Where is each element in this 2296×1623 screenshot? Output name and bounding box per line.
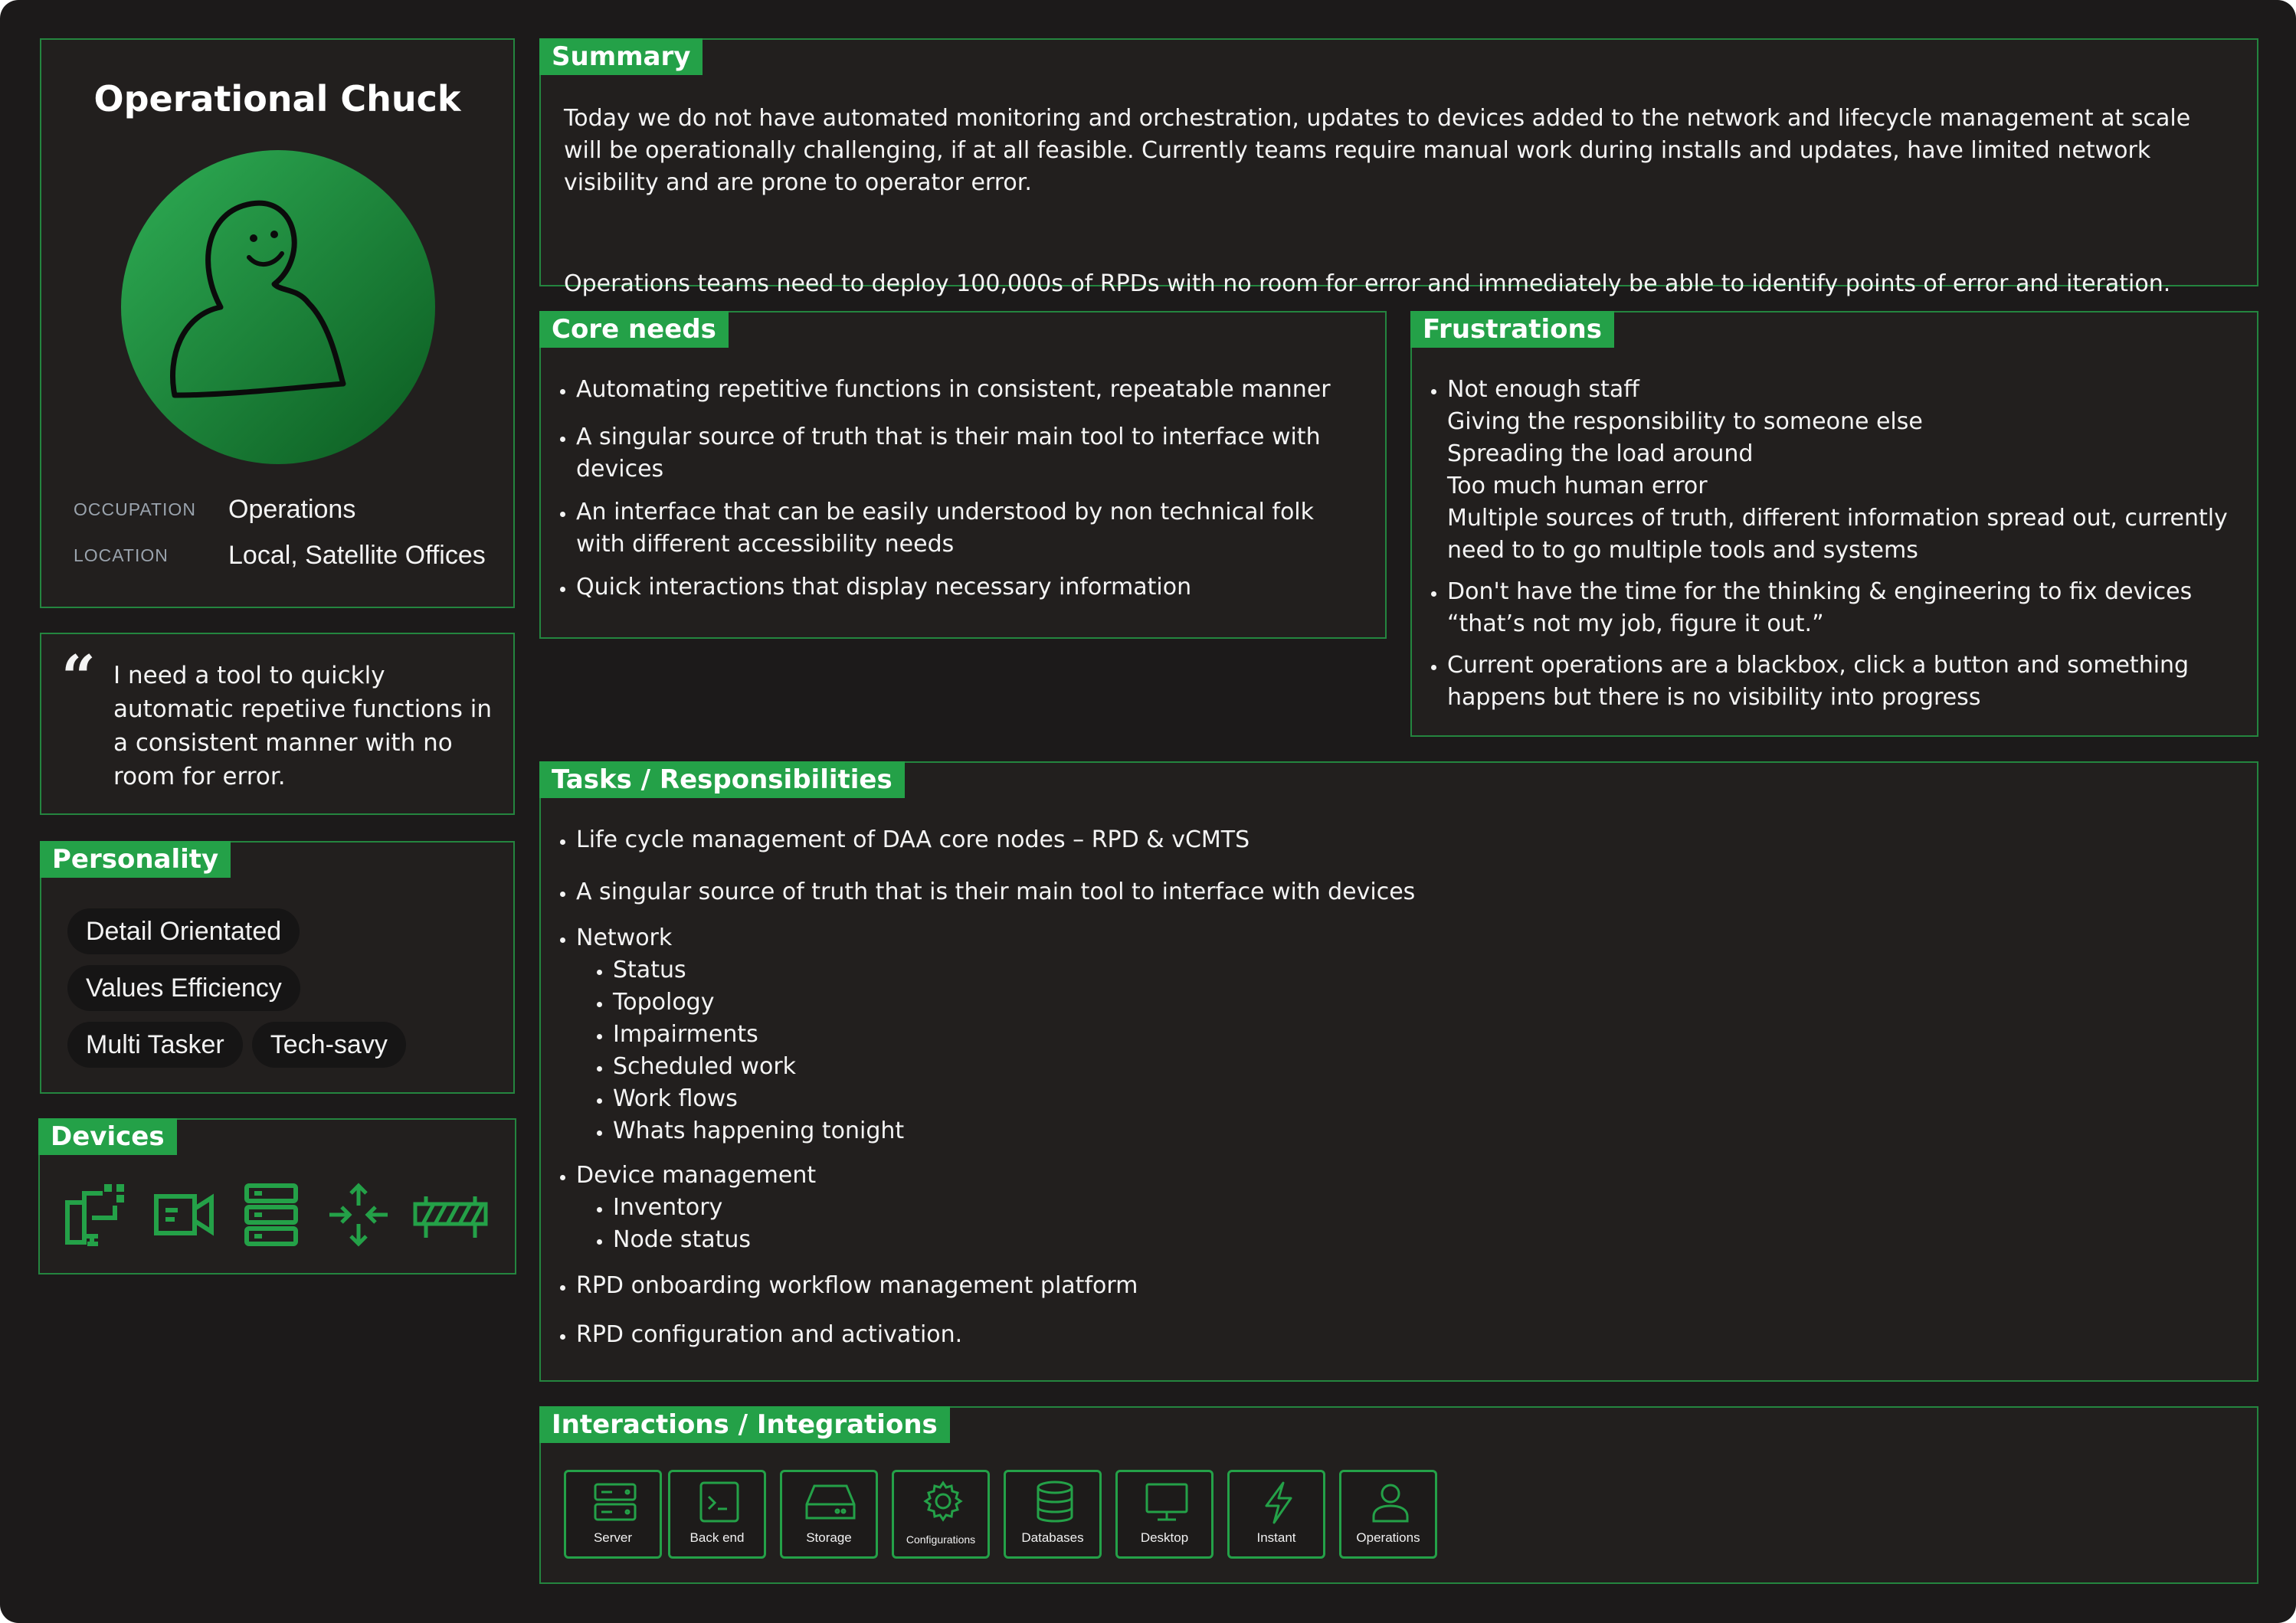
devices-icon (64, 1183, 129, 1247)
integration-instant[interactable] (1227, 1470, 1325, 1559)
integration-databases[interactable] (1004, 1470, 1102, 1559)
server-icon (592, 1480, 638, 1526)
list-item: • Quick interactions that display necessary information (576, 571, 1365, 604)
list-item (576, 922, 2246, 1147)
summary-panel (539, 38, 2258, 297)
integration-server[interactable] (564, 1470, 662, 1559)
integration-label: Configurations (906, 1533, 976, 1546)
profile-card (40, 38, 515, 608)
interactions-title: Interactions / Integrations (539, 1406, 950, 1443)
integration-operations[interactable] (1339, 1470, 1437, 1559)
location-label: LOCATION (74, 545, 169, 565)
video-chat-icon (152, 1183, 216, 1247)
list-item: • Automating repetitive functions in consistent, repeatable manner (576, 374, 1365, 406)
integration-label: Operations (1356, 1530, 1420, 1545)
persona-avatar-icon (121, 150, 435, 464)
list-item: • Inventory (613, 1192, 2246, 1224)
frustration-line: Multiple sources of truth, different information spread out, currently need to to go multiple tools and systems (1447, 505, 2228, 564)
list-item: • RPD onboarding workflow management platform (576, 1270, 2246, 1302)
list-item: • Impairments (613, 1019, 2246, 1051)
location-value: Local, Satellite Offices (228, 541, 486, 570)
list-item: • A singular source of truth that is their main tool to interface with devices (576, 421, 1365, 486)
gear-icon (920, 1480, 966, 1526)
tasks-title: Tasks / Responsibilities (539, 761, 905, 798)
persona-name: Operational Chuck (93, 78, 461, 119)
list-item (576, 1160, 2246, 1256)
trait-chip: Multi Tasker (67, 1022, 243, 1068)
list-item: • Whats happening tonight (613, 1115, 2246, 1147)
collapse-arrows-icon (326, 1183, 391, 1247)
integration-configurations[interactable] (892, 1470, 990, 1559)
tasks-panel (539, 761, 2258, 1382)
trait-chip: Detail Orientated (67, 908, 300, 954)
integration-label: Instant (1256, 1530, 1296, 1545)
list-item: • Status (613, 954, 2246, 987)
trait-chip: Values Efficiency (67, 965, 300, 1011)
frustration-line: Too much human error (1447, 473, 1708, 499)
roadblock-icon (412, 1183, 489, 1247)
list-item: • Life cycle management of DAA core nodes – RPD & vCMTS (576, 824, 2246, 856)
lightning-icon (1256, 1480, 1302, 1526)
storage-icon (804, 1480, 857, 1526)
list-item: • Work flows (613, 1083, 2246, 1115)
device-management-heading: • Device management (576, 1162, 817, 1189)
trait-chip: Tech-savy (252, 1022, 406, 1068)
list-item: • Node status (613, 1224, 2246, 1256)
integration-desktop[interactable] (1115, 1470, 1214, 1559)
list-item: • Don't have the time for the thinking & engineering to fix devices “that’s not my job, figure it out.” (1447, 576, 2244, 640)
summary-paragraph-2: Operations teams need to deploy 100,000s of RPDs with no room for error and immediately be able to identify points of error and iteration. (564, 270, 2171, 297)
devices-title: Devices (38, 1118, 177, 1155)
server-stack-icon (239, 1183, 303, 1247)
list-item (1447, 374, 2244, 567)
network-heading: • Network (576, 924, 673, 951)
tasks-list (544, 824, 2246, 1351)
core-needs-title: Core needs (539, 311, 729, 348)
personality-traits (67, 908, 496, 1078)
integration-label: Desktop (1140, 1530, 1189, 1545)
frustrations-panel (1410, 311, 2258, 737)
list-item: • Topology (613, 987, 2246, 1019)
list-item: • Current operations are a blackbox, click a button and something happens but there is no visibility into progress (1447, 650, 2244, 714)
summary-paragraph-1: Today we do not have automated monitoring and orchestration, updates to devices added to the network and lifecycle management at scale will be operationally challenging, if at all feasible. Currently teams require manual work during installs and updates, have limited network visibility and are prone to operator error. (564, 105, 2191, 196)
frustration-line: Spreading the load around (1447, 440, 1754, 467)
core-needs-list (544, 374, 1365, 604)
desktop-icon (1144, 1480, 1190, 1526)
integration-label: Back end (689, 1530, 745, 1545)
quote-card (40, 633, 515, 815)
integration-label: Storage (806, 1530, 852, 1545)
list-item: • RPD configuration and activation. (576, 1319, 2246, 1351)
quote-mark-icon: “ (61, 643, 96, 712)
list-item: • A singular source of truth that is their main tool to interface with devices (576, 876, 2246, 908)
user-icon (1367, 1480, 1413, 1526)
personality-title: Personality (40, 841, 231, 878)
core-needs-panel (539, 311, 1387, 639)
list-item: • An interface that can be easily understood by non technical folk with different accessibility needs (576, 496, 1365, 561)
terminal-icon (696, 1480, 742, 1526)
quote-text: I need a tool to quickly automatic repetiive functions in a consistent manner with no room for error. (113, 662, 493, 790)
integration-label: Server (593, 1530, 633, 1545)
frustration-line: Giving the responsibility to someone else (1447, 408, 1923, 435)
frustration-line: • Not enough staff (1447, 376, 1639, 403)
integration-back-end[interactable] (668, 1470, 766, 1559)
personality-panel (40, 841, 515, 1094)
occupation-label: OCCUPATION (74, 499, 196, 519)
integration-label: Databases (1021, 1530, 1084, 1545)
integration-storage[interactable] (780, 1470, 878, 1559)
database-icon (1032, 1480, 1078, 1526)
list-item: • Scheduled work (613, 1051, 2246, 1083)
frustrations-title: Frustrations (1410, 311, 1614, 348)
occupation-value: Operations (228, 495, 356, 524)
summary-title: Summary (539, 38, 703, 75)
frustrations-list (1415, 374, 2244, 714)
